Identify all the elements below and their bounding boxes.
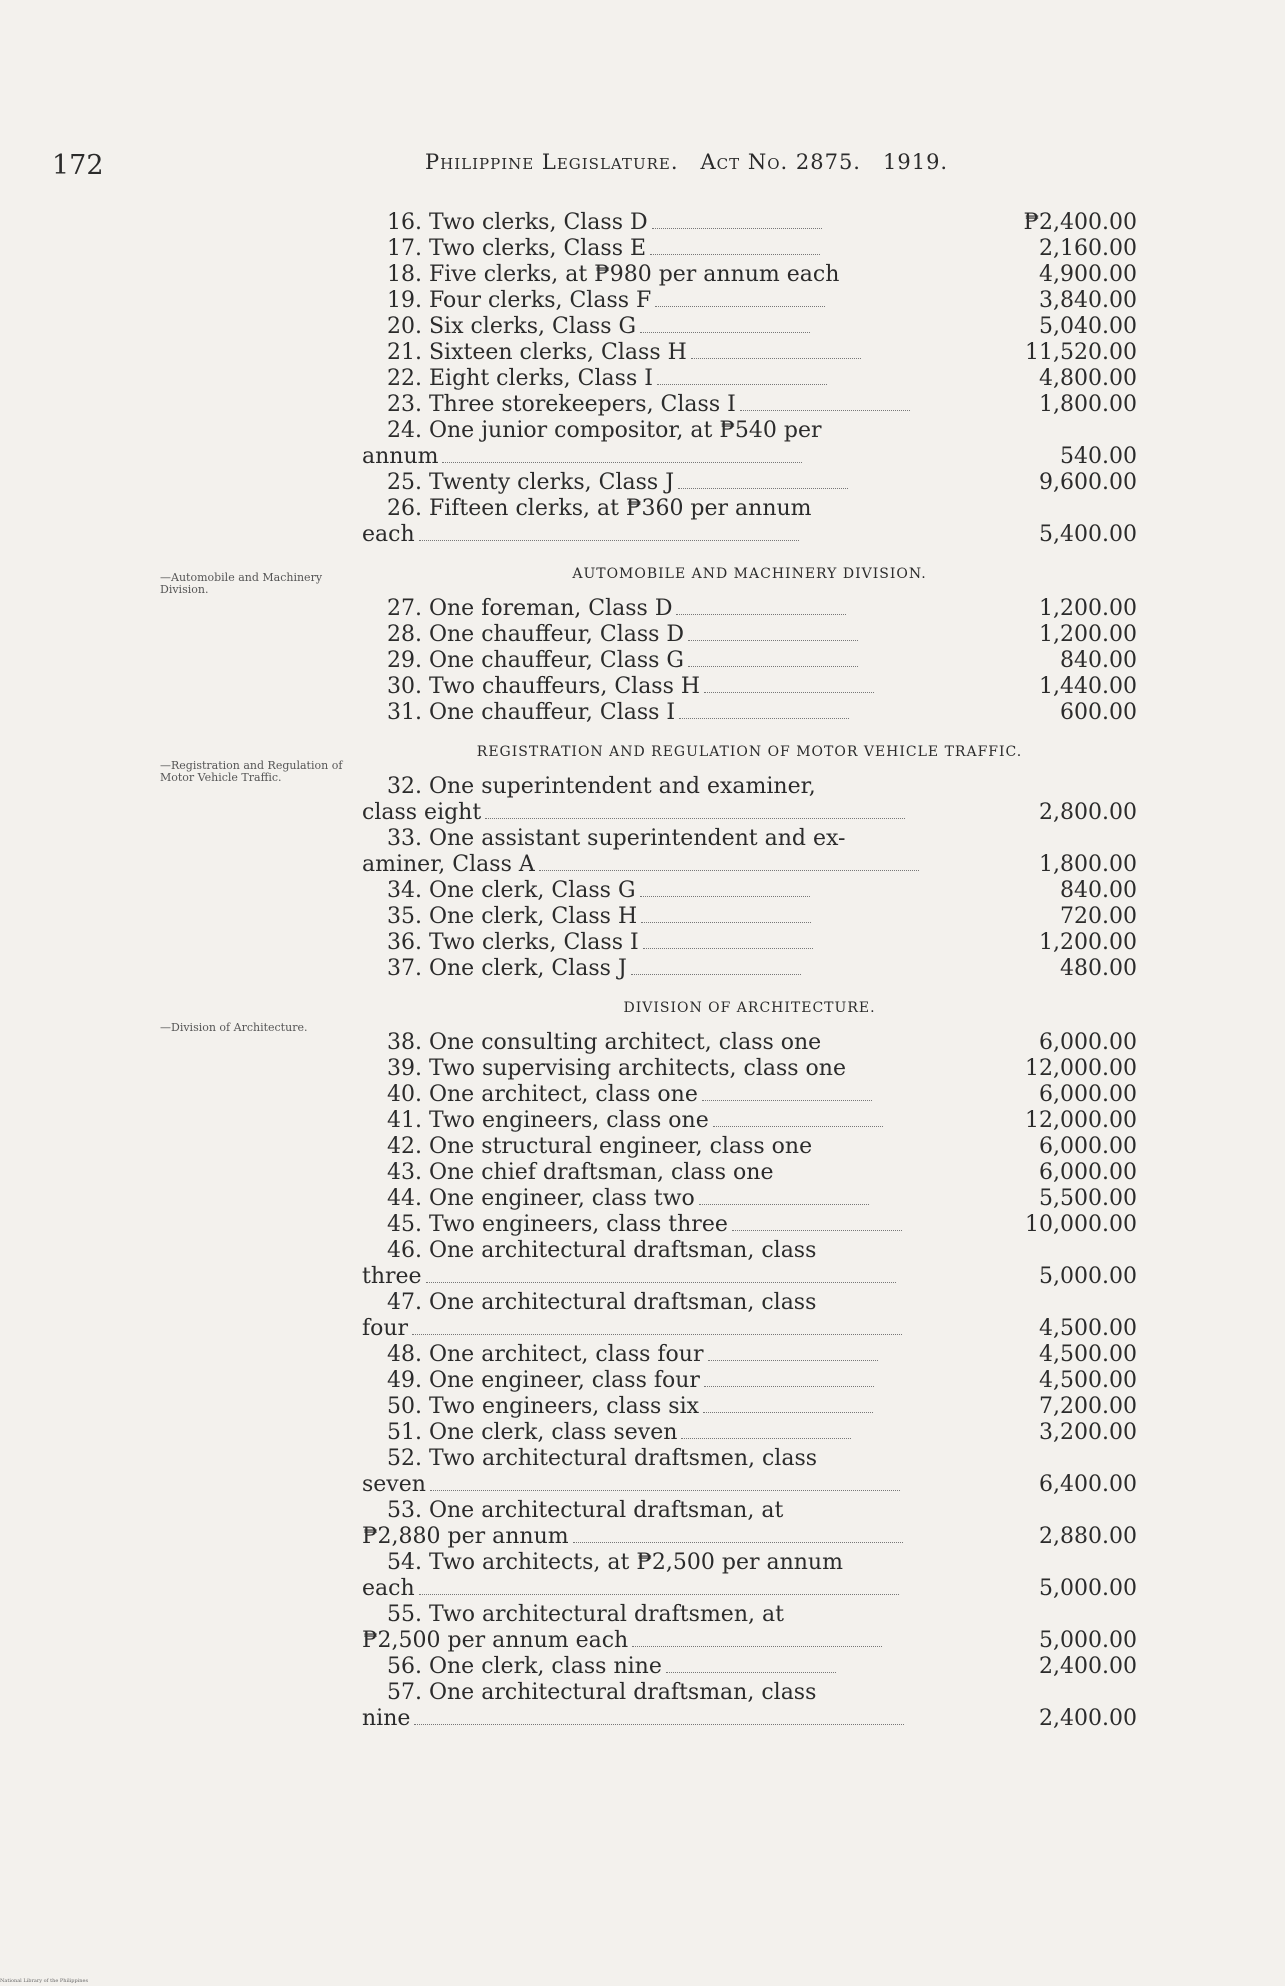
item-text: 30. Two chauffeurs, Class H xyxy=(387,674,701,699)
item-text: 20. Six clerks, Class G xyxy=(387,314,637,339)
list-item xyxy=(362,956,1137,982)
item-text: 23. Three storekeepers, Class I xyxy=(387,392,736,417)
item-text: 50. Two engineers, class six xyxy=(387,1394,700,1419)
running-head xyxy=(425,150,948,174)
item-text-cont: four xyxy=(362,1316,409,1341)
item-amount: 2,160.00 xyxy=(1039,236,1137,261)
appropriation-list xyxy=(362,210,1137,1732)
list-item xyxy=(362,1446,1137,1498)
list-item xyxy=(362,1290,1137,1342)
item-text: 41. Two engineers, class one xyxy=(387,1108,709,1133)
item-text: 40. One architect, class one xyxy=(387,1082,698,1107)
list-item xyxy=(362,1134,1137,1160)
item-amount: 4,800.00 xyxy=(1039,366,1137,391)
item-text: 27. One foreman, Class D xyxy=(387,596,673,621)
item-amount: 5,040.00 xyxy=(1039,314,1137,339)
section-heading-registration: REGISTRATION AND REGULATION OF MOTOR VEHICLE TRAFFIC. xyxy=(476,744,1023,760)
list-item xyxy=(362,674,1137,700)
item-amount: 5,500.00 xyxy=(1039,1186,1137,1211)
item-amount: 1,200.00 xyxy=(1039,596,1137,621)
item-amount: 4,500.00 xyxy=(1039,1316,1137,1341)
item-text-cont: annum xyxy=(362,444,439,469)
footer-watermark: National Library of the Philippines xyxy=(0,1978,89,1984)
margin-note-automobile: —Automobile and Machinery Division. xyxy=(160,571,323,596)
item-text: 17. Two clerks, Class E xyxy=(387,236,647,261)
item-text: 46. One architectural draftsman, class xyxy=(387,1238,817,1263)
list-item xyxy=(362,496,1137,548)
item-amount: 6,000.00 xyxy=(1039,1134,1137,1159)
item-text: 54. Two architects, at ₱2,500 per annum xyxy=(387,1550,843,1575)
item-text-cont: each xyxy=(362,522,415,547)
list-item xyxy=(362,648,1137,674)
list-item xyxy=(362,418,1137,470)
item-amount: 1,440.00 xyxy=(1039,674,1137,699)
item-text: 57. One architectural draftsman, class xyxy=(387,1680,817,1705)
list-item xyxy=(362,1056,1137,1082)
list-item xyxy=(362,1368,1137,1394)
item-text: 43. One chief draftsman, class one xyxy=(387,1160,774,1185)
item-amount: 2,400.00 xyxy=(1039,1654,1137,1679)
item-text: 53. One architectural draftsman, at xyxy=(387,1498,784,1523)
item-amount: 5,000.00 xyxy=(1039,1576,1137,1601)
item-amount: 5,000.00 xyxy=(1039,1628,1137,1653)
item-text: 48. One architect, class four xyxy=(387,1342,704,1367)
item-amount: 540.00 xyxy=(1060,444,1137,469)
list-item xyxy=(362,596,1137,622)
item-amount: 840.00 xyxy=(1060,648,1137,673)
list-item xyxy=(362,1082,1137,1108)
item-amount: 11,520.00 xyxy=(1025,340,1137,365)
list-item xyxy=(362,1160,1137,1186)
item-text: 34. One clerk, Class G xyxy=(387,878,636,903)
item-amount: 4,900.00 xyxy=(1039,262,1137,287)
section-heading-automobile: AUTOMOBILE AND MACHINERY DIVISION. xyxy=(572,566,927,582)
item-text: 21. Sixteen clerks, Class H xyxy=(387,340,687,365)
page-number: 172 xyxy=(52,150,104,181)
item-text: 35. One clerk, Class H xyxy=(387,904,638,929)
item-text: 26. Fifteen clerks, at ₱360 per annum xyxy=(387,496,812,521)
list-item xyxy=(362,878,1137,904)
item-amount: 9,600.00 xyxy=(1039,470,1137,495)
item-amount: 5,000.00 xyxy=(1039,1264,1137,1289)
item-text: 45. Two engineers, class three xyxy=(387,1212,728,1237)
item-amount: 2,400.00 xyxy=(1039,1706,1137,1731)
list-item xyxy=(362,470,1137,496)
item-amount: 2,880.00 xyxy=(1039,1524,1137,1549)
item-text: 24. One junior compositor, at ₱540 per xyxy=(387,418,822,443)
item-amount: 1,800.00 xyxy=(1039,852,1137,877)
item-amount: 1,200.00 xyxy=(1039,930,1137,955)
item-amount: 6,000.00 xyxy=(1039,1030,1137,1055)
item-text: 49. One engineer, class four xyxy=(387,1368,700,1393)
item-text: 31. One chauffeur, Class I xyxy=(387,700,676,725)
list-item xyxy=(362,210,1137,236)
list-item xyxy=(362,288,1137,314)
list-item xyxy=(362,1030,1137,1056)
item-amount: 3,840.00 xyxy=(1039,288,1137,313)
list-item xyxy=(362,622,1137,648)
list-item xyxy=(362,314,1137,340)
item-text: 22. Eight clerks, Class I xyxy=(387,366,653,391)
item-text: 18. Five clerks, at ₱980 per annum each xyxy=(387,262,840,287)
item-amount: 1,800.00 xyxy=(1039,392,1137,417)
item-text: 33. One assistant superintendent and ex- xyxy=(387,826,846,851)
list-item xyxy=(362,930,1137,956)
item-amount: 10,000.00 xyxy=(1025,1212,1137,1237)
list-item xyxy=(362,262,1137,288)
item-amount: 720.00 xyxy=(1060,904,1137,929)
item-amount: 12,000.00 xyxy=(1025,1056,1137,1081)
item-text-cont: seven xyxy=(362,1472,426,1497)
item-text-cont: aminer, Class A xyxy=(362,852,535,877)
list-item xyxy=(362,236,1137,262)
item-text: 16. Two clerks, Class D xyxy=(387,210,648,235)
list-item xyxy=(362,366,1137,392)
item-amount: 600.00 xyxy=(1060,700,1137,725)
list-item xyxy=(362,1550,1137,1602)
item-text: 47. One architectural draftsman, class xyxy=(387,1290,817,1315)
list-item xyxy=(362,1186,1137,1212)
item-text: 56. One clerk, class nine xyxy=(387,1654,662,1679)
item-text: 37. One clerk, Class J xyxy=(387,956,627,981)
list-item xyxy=(362,700,1137,726)
item-amount: 1,200.00 xyxy=(1039,622,1137,647)
item-text: 28. One chauffeur, Class D xyxy=(387,622,685,647)
item-amount: 4,500.00 xyxy=(1039,1368,1137,1393)
item-amount: 6,000.00 xyxy=(1039,1160,1137,1185)
item-text: 38. One consulting architect, class one xyxy=(387,1030,822,1055)
item-text: 32. One superintendent and examiner, xyxy=(387,774,816,799)
list-item xyxy=(362,1212,1137,1238)
item-text: 51. One clerk, class seven xyxy=(387,1420,678,1445)
item-amount: 6,400.00 xyxy=(1039,1472,1137,1497)
item-text: 52. Two architectural draftsmen, class xyxy=(387,1446,818,1471)
list-item xyxy=(362,1680,1137,1732)
list-item xyxy=(362,1342,1137,1368)
item-text-cont: three xyxy=(362,1264,422,1289)
item-text: 39. Two supervising architects, class one xyxy=(387,1056,846,1081)
item-text: 29. One chauffeur, Class G xyxy=(387,648,685,673)
running-head-title: Philippine Legislature. xyxy=(425,150,679,174)
item-text-cont: class eight xyxy=(362,800,482,825)
item-text-cont: nine xyxy=(362,1706,411,1731)
item-amount: 5,400.00 xyxy=(1039,522,1137,547)
list-item xyxy=(362,1602,1137,1654)
item-text-cont: each xyxy=(362,1576,415,1601)
margin-note-architecture: —Division of Architecture. xyxy=(160,1021,308,1034)
item-amount: ₱2,400.00 xyxy=(1023,210,1137,235)
item-amount: 2,800.00 xyxy=(1039,800,1137,825)
item-amount: 6,000.00 xyxy=(1039,1082,1137,1107)
list-item xyxy=(362,774,1137,826)
list-item xyxy=(362,1394,1137,1420)
item-amount: 840.00 xyxy=(1060,878,1137,903)
section-heading-architecture: DIVISION OF ARCHITECTURE. xyxy=(623,1000,876,1016)
item-amount: 4,500.00 xyxy=(1039,1342,1137,1367)
item-text: 55. Two architectural draftsmen, at xyxy=(387,1602,784,1627)
list-item xyxy=(362,826,1137,878)
margin-note-registration: —Registration and Regulation of Motor Vehicle Traffic. xyxy=(160,759,343,784)
item-amount: 7,200.00 xyxy=(1039,1394,1137,1419)
item-amount: 480.00 xyxy=(1060,956,1137,981)
item-text: 36. Two clerks, Class I xyxy=(387,930,639,955)
list-item xyxy=(362,1108,1137,1134)
list-item xyxy=(362,1238,1137,1290)
list-item xyxy=(362,904,1137,930)
item-text: 44. One engineer, class two xyxy=(387,1186,695,1211)
item-amount: 12,000.00 xyxy=(1025,1108,1137,1133)
running-head-act: Act No. 2875. xyxy=(700,150,861,174)
list-item xyxy=(362,340,1137,366)
item-text: 19. Four clerks, Class F xyxy=(387,288,652,313)
running-head-year: 1919. xyxy=(882,150,949,174)
list-item xyxy=(362,1654,1137,1680)
list-item xyxy=(362,1420,1137,1446)
item-text-cont: ₱2,500 per annum each xyxy=(362,1628,629,1653)
item-text: 25. Twenty clerks, Class J xyxy=(387,470,675,495)
item-amount: 3,200.00 xyxy=(1039,1420,1137,1445)
list-item xyxy=(362,1498,1137,1550)
list-item xyxy=(362,392,1137,418)
item-text-cont: ₱2,880 per annum xyxy=(362,1524,569,1549)
item-text: 42. One structural engineer, class one xyxy=(387,1134,813,1159)
